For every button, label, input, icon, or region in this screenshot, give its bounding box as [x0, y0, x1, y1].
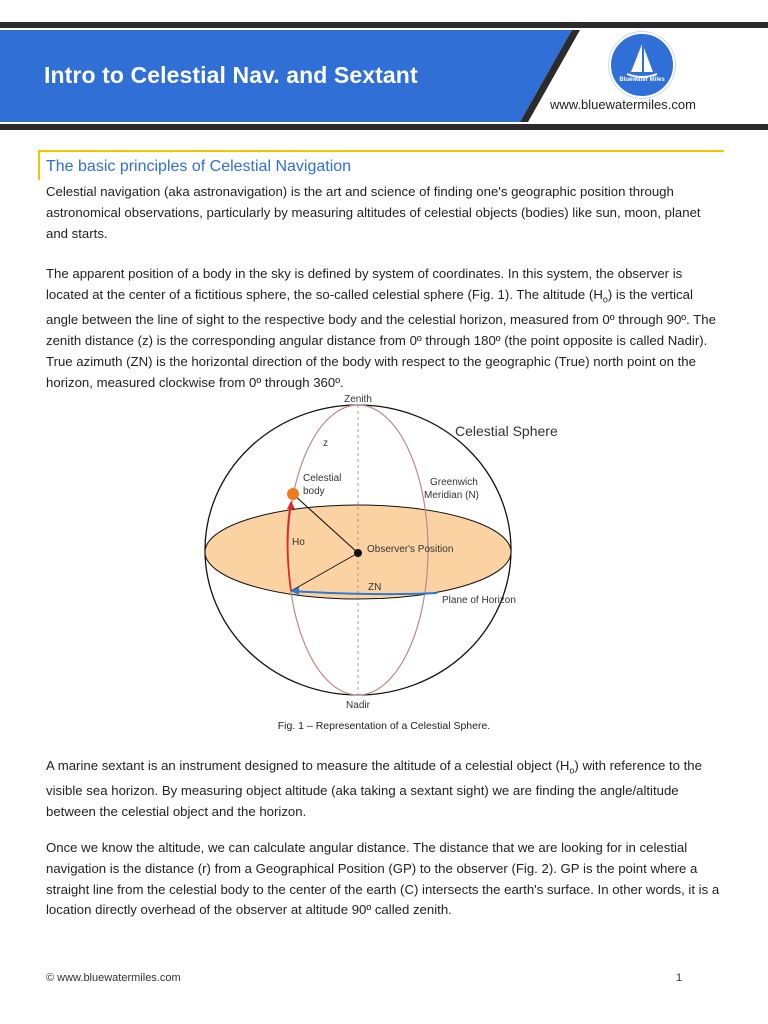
sailboat-icon [611, 34, 673, 96]
paragraph-sextant-part-b: ) with reference to the visible sea horizon. By measuring object altitude (aka taking a sextant sight) we are finding the angle/altitude between the celestial object and the horizon. [46, 758, 702, 820]
section-title: The basic principles of Celestial Navigation [38, 150, 724, 180]
paragraph-sextant-part-a: A marine sextant is an instrument designed to measure the altitude of a celestial object (H [46, 758, 570, 773]
label-celestial-body-1: Celestial [303, 473, 342, 484]
paragraph-coordinates-part-a: The apparent position of a body in the sky is defined by system of coordinates. In this system, the observer is located at the center of a fictitious sphere, the so-called celestial sphere (Fig. 1). The altitude (H [46, 266, 683, 302]
paragraph-intro: Celestial navigation (aka astronavigation) is the art and science of finding one's geographic position through astronomical observations, particularly by measuring altitudes of celestial objects (bodies) like sun, moon, planet and starts. [46, 184, 701, 241]
label-zn: ZN [368, 582, 382, 593]
page-header [0, 0, 768, 130]
footer-copyright[interactable]: © www.bluewatermiles.com [46, 972, 181, 984]
paragraph-coordinates [46, 264, 726, 393]
label-celestial-sphere: Celestial Sphere [455, 423, 558, 439]
label-observer: Observer's Position [367, 544, 454, 555]
subscript-o-2: o [569, 765, 575, 776]
label-z: z [323, 438, 328, 449]
document-title: Intro to Celestial Nav. and Sextant [44, 62, 418, 88]
figure-caption: Fig. 1 – Representation of a Celestial Sphere. [277, 720, 491, 732]
celestial-sphere-svg [190, 390, 580, 715]
label-celestial-body-2: body [303, 486, 325, 497]
logo-text: Bluewater Miles [619, 77, 665, 83]
celestial-body-point [287, 488, 299, 500]
altitude-arrowhead [287, 501, 295, 509]
paragraph-coordinates-part-b: ) is the vertical angle between the line of sight to the respective body and the celestial horizon, measured from 0º through 90º. The zenith distance (z) is the corresponding angular distance from 0º through 180º (the point opposite is called Nadir). True azimuth (ZN) is the horizontal direction of the body with respect to the geographic (True) north point on the horizon, measured clockwise from 0º through 360º. [46, 286, 716, 390]
site-url[interactable]: www.bluewatermiles.com [550, 97, 696, 112]
observer-point [354, 549, 362, 557]
bluewater-miles-logo [609, 32, 675, 98]
celestial-sphere-diagram [190, 390, 580, 715]
paragraph-sextant [46, 756, 726, 823]
label-ho: Ho [292, 537, 305, 548]
label-greenwich-2: Meridian (N) [424, 490, 480, 501]
subscript-o: o [602, 294, 608, 305]
page-number: 1 [676, 972, 683, 984]
label-greenwich-1: Greenwich [430, 477, 478, 488]
label-zenith: Zenith [344, 394, 372, 405]
label-nadir: Nadir [346, 700, 370, 711]
label-plane-of-horizon: Plane of Horizon [442, 595, 516, 606]
paragraph-distance: Once we know the altitude, we can calculate angular distance. The distance that we are looking for in celestial navigation is the distance (r) from a Geographical Position (GP) to the observer (Fig. 2). GP is the point where a straight line from the celestial body to the center of the earth (C) intersects the earth's surface. In other words, it is a location directly overhead of the observer at altitude 90º called zenith. [46, 840, 720, 918]
